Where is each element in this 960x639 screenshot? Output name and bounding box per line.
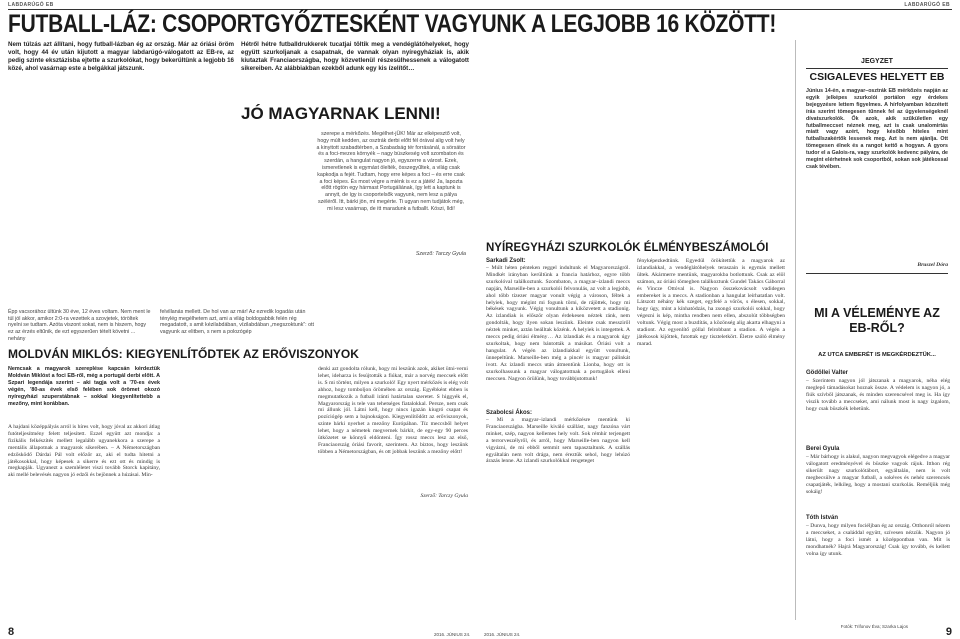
date-left: 2016. JÚNIUS 24.	[434, 632, 471, 637]
jo-magyarnak-author: Szerző: Tarczy Gyula	[415, 251, 466, 257]
interviewee-sarkadi: Sarkadi Zsolt:	[486, 258, 526, 264]
moldvan-author: Szerző: Tarczy Gyula	[420, 493, 468, 499]
photo-caption-left: Épp vacsorához ültünk 30 éve, 12 éves voltam. Nem ment le túl jól akkor, amikor 2:0-ra vezettek a szovjetek, töröltek nyelni se tudtam. Azóta viszont sokat, nem is hiszem, hogy ez az érzés eltűnik, de ezt egyszerűen tételt követni ... nehány	[8, 309, 151, 342]
lead-paragraph-middle: Hétről hétre futballdrukkerek tucatjai töltik meg a vendéglátóhelyeket, hogy együtt szurkoljanak a csapatnak, de vannak olyan nyíregyháziak is, akik kiutaztak Franciaországba, hogy közvetlenül részesülhessenek a válogatott sikereiben. Az alábbiakban ezekből adunk egy kis ízelítőt…	[241, 41, 469, 72]
page-number-right: 9	[945, 626, 952, 638]
velemeny-title: MI A VÉLEMÉNYE AZ EB-RŐL?	[814, 306, 940, 335]
main-headline: FUTBALL-LÁZ: CSOPORTGYŐZTESKÉNT VAGYUNK A LEGJOBB 16 KÖZÖTT!	[8, 10, 777, 38]
section-title-moldvan: MOLDVÁN MIKLÓS: KIEGYENLÍTŐDTEK AZ ERŐVISZONYOK	[8, 347, 359, 361]
moldvan-body-continued: denki azt gondolta rólunk, hogy mi leszünk azok, akiket ütni-verni lehet, ideharza is fesújtották a fiúkat, már a norvég meccsek előtt is. S mi történt, milyen a szurkoló! Egy nyert mérkőzés is elég volt ahhoz, hogy tomboljon örömében az ország. Egyébként ebben is megmutatkozik a futball iránti határtalan szeretet. S higgyék el, Magyarország is tele van tehetséges fiatalokkal. Persze, nem csak mi állunk jól. Látni kell, hogy nincs igazán kiugró csapat és pozíciógép sem a bajnokságon. Kiegyenlítődött az erőviszonyok, szinte bárki nyerhet a mezőny Európában. Tíz meccsből helyet lehet, hogy a németek megvernek bárkit, de egy-egy 90 perces ütközetet se könnyű eldönteni. Így rossz meccs lesz az első, Franciaország óriási favorit, szerintem. Az biztos, hogy leszünk többen a Németországban, és ott jobbak leszünk a mezőny előtt!	[318, 366, 468, 455]
jegyzet-rule	[806, 68, 948, 69]
toth-text: – Dunva, hogy milyen fociéljban ég az ország. Otthonról nézem a meccseket, a családdal együtt, szívesen nézzük. Nagyon jó látni, hogy a foci ismét a középpontban van. Mit is mondhatnék? Hajrá Magyarország! Csak így tovább, és kellett volna így utunk.	[806, 523, 950, 557]
szabolcsi-text: – Mi a magyar–izlandi mérkőzésre mentünk ki Franciaországba. Marseille kiváló szállást, nagy fanzóna várt minket, szép, nagyon kellemes hely volt. Sok rémhír terjengett a terrorveszélyről, és arról, hogy Marseille-ben nagyon kell vigyázni, de mi ebből semmit sem tapasztaltunk. A szállás egyáltalán nem volt drága, nem éreztük sehol, hogy lehúzó árazás lenne. Az izlandi szurkolókkal rengeteget	[486, 417, 630, 465]
moldvan-lead: Nemcsak a magyarok szereplése kapcsán kérdeztük Moldván Miklóst a foci EB-ről, még a portugál derbi előtt. A Szpari legendája szerint – aki tagja volt a '70-es évek végén, '80-as évek első felében sok örömet okozó nyíregyházi szuperstábnak – sokkal kiegyenlítettebb a mezőny, mint korábban.	[8, 366, 160, 407]
interviewee-berei: Berei Gyula	[806, 446, 840, 452]
godollei-text: – Szerintem nagyon jól játszanak a magyarok, néha elég meglepő támadásokat hoznak össze. A védelem is nagyon jó, a fiúk szívből játszanak, és minden szerencsével meg is. Ha így viszik tovább a meccseket, ami nálunk most is nagy izgalom, hogy csak büszkék lehetünk.	[806, 378, 950, 412]
lead-paragraph-left: Nem túlzás azt állítani, hogy futball-lázban ég az ország. Már az óriási öröm volt, hogy 44 év után kijutott a magyar labdarúgó-válogatott az EB-re, az pedig szinte eksztázisba ejtette a szurkolókat, hogy bekerültünk a legjobb 16 közé, ahol vasárnap este a belgákkal játszunk.	[8, 41, 234, 72]
photo-caption-middle: felvillanás mellett. De hol van az már! Az ezredik logadás után ténylég megélhetem azt, ami a világ boldogabbik felén rég megadatott, s amit kézilabdában, vízilabdában „megszoktunk”: ott vagyunk az elitben, s nem a polozógép	[160, 309, 314, 336]
section-title-jo-magyarnak: JÓ MAGYARNAK LENNI!	[241, 104, 441, 123]
photo-credit: Fotók: Trifonov Éva; Szarka Lajos	[840, 624, 908, 629]
jegyzet-text: Június 14-én, a magyar–osztrák EB mérkőzés napján az egyik jelképes szurkolói portálon egy érdekes bejegyzésre lettem figyelmes. A hírfolyamban közzétett írás szerint tömegesen tűnnek fel az ügyelenségeknél dívatszurkolók. Ők azok, akik szűkületlen egy futballmeccset néznek meg, azt is csak unalomirtás miatt vagy azért, hogy később hiteles mint futballszakértők lessenek meg. Azt is nem ajánlja. Ott tömegesen élnek és a rangot kettő a hogyan. A gyors tudor el a Galois-ra, vagy szurkolók kedvenc pályára, de megint elérhetnek sok csoportból, sokan sok játékossal csak tévében.	[806, 88, 948, 170]
section-title-nyiregyhazi: NYÍREGYHÁZI SZURKOLÓK ÉLMÉNYBESZÁMOLÓI	[486, 242, 769, 254]
page-number-left: 8	[8, 626, 15, 638]
section-kicker-right: LABDARÚGÓ EB	[904, 2, 950, 8]
date-right: 2016. JÚNIUS 24.	[484, 632, 521, 637]
moldvan-body: A hajdani középpályás arról is híres volt, hogy jóval az akkori átlag futóteljesítmény felett teljesített. Ezzel együtt azt mondja: a fizikális felkészítés mellett legalább ugyanekkora a szerepe a mentális állapotnak a magyarok sikerében. – A Németországban edzősködő Dárdai Pál volt előzőr az, aki el tudta hitetni a játékosokkal, hogy képesek a sikerre és ezt ott és mindig is megkapják. Ugyanezt a szemléletet viszi tovább Storck kapitány, aki mellé belevésés nagyon jó edzői és bejönnek a húzásai. Min-	[8, 424, 160, 479]
velemeny-subtitle: AZ UTCA EMBERÉT IS MEGKÉRDEZTÜK...	[818, 352, 936, 358]
jo-magyarnak-text: szerepe a mérkőzés. Megélhet-jÜK! Már az elképesztő volt, hogy múlt kedden, az osztrák derbi előtt fél órával alig volt hely a kinyitott szabadtérben, a Szabadság tér forrásánál, a sörsátor és a foci-mezes környék – nagy büszkeség volt szombaton és szerdán, a hangulat nagyon jó, egyszerre a várost. Ezek, ismeretlenek is egymást ölelték, összegyűltek, a világ csak kapkodja a fejét. Tudtam, hogy erre képes a foci – és erre csak a foci képes. És most végre a miénk is ez a játék! Ja, lapozta előtt rögtön egy hármast Portugáliának, így lett a kaptunk is annyit, de így is csoportelsők vagyunk, nem lesz a pálya széléről. Itt, bárki jön, mi megérte. Ti ugyan nem tudjátok még, mi lesz vasárnap, de itt maradunk a futballt. Köszi, Ildi!	[316, 131, 466, 212]
interviewee-szabolcsi: Szabolcsi Ákos:	[486, 410, 533, 416]
jegyzet-label: JEGYZET	[861, 58, 893, 65]
velemeny-rule	[806, 273, 948, 274]
jegyzet-author: Bruszel Dóra	[917, 262, 948, 268]
photo-placeholder-left	[8, 100, 233, 300]
interviewee-toth: Tóth István	[806, 515, 839, 521]
column-divider	[795, 40, 796, 620]
sarkadi-text: – Múlt héten pénteken reggel indultunk el Magyarországról. Mindkét irányban kerültünk a francia határhoz, egyre több szurkolóval találkoztunk. Szombaton, a magyar–izlandi meccs napján, Marseille-ben a szurkolói felvonulás, az volt a legjobb, ahol több tízezer magyar vonult végig a városon, féltek a helyiek, hogy mégint mi fogunk törni, de rájöttek, hogy mi békések vagyunk. Végig vonultunk a kiközvetett a stadionig. Az izlandiak is először olyan érdekesen néztek ránk, nem gondolták, hogy ilyen sokan leszünk. Eleinte csak messziről néztek minket, aztán beálltak közénk. A helyiek is integettek. A meccs pedig óriási élmény… Az izlandiak és a magyarok úgy szurkoltak, hogy nem bántották a másikat. Óriási volt a hangulat. A végén az izlandiakkal együtt vonultunk, ünnepeltünk. Marseille-ben még a pincér is magyar pálinkát ivott. Az izlandi meccs után átmentünk Lionba, hogy ott is szurkolhassunk a magyar válogatottnak a portugálok elleni meccsen. Nagyon örülünk, hogy továbbjutottunk!	[486, 265, 630, 382]
sarkadi-continued: fényképezkedtünk. Egyedül örökítettük a magyarok az izlandiakkal, a vendéglátóhelyek teraszain is egymás mellett ültek. Akármerre mentünk, magyarokba botlottunk. Csak az elöl számon, az óriási tömegben találkoztunk Gundel Takács Gáborral és Vincze Ottóval is. Nagyon összekovácsolt vadidegen embereket is a meccs. A stadionban a hangulat leírhatatlan volt. Látszott néhány kék szeget, egyfelé a vörös, s élesen, sokkal, hogy úgy, mint a kínhatódzás, ha zsongó szurkolói sokkal, hogy végezni is kép, mintha rendben nem ellen, abszolút többségben voltunk. Végig most a buzdítás, a közönség alig akarta elhagyni a stadiont. Az egyenlítő góllal felrobbant a stadion. A végén a játékosok kijöttek, futottak egy tiszteletkört. Életre szóló élmény marad.	[637, 258, 785, 347]
section-kicker-left: LABDARÚGÓ EB	[8, 2, 54, 8]
berei-text: – Már bárhogy is alakul, nagyon megvagyok elégedve a magyar válogatott eredményével és büszke vagyok rájuk. Itthon rég sikerült nagy szurkolótábort, egyáltalán, nem is volt megbecsülve a magyar futball, a sokéves és nehéz szerencsés csapatjáték, lelkileg, hogy a mostani szurkolás. Reméljük még sokáig!	[806, 454, 950, 495]
interviewee-godollei: Gödöllei Valter	[806, 370, 849, 376]
jegyzet-title: CSIGALEVES HELYETT EB	[809, 71, 945, 83]
